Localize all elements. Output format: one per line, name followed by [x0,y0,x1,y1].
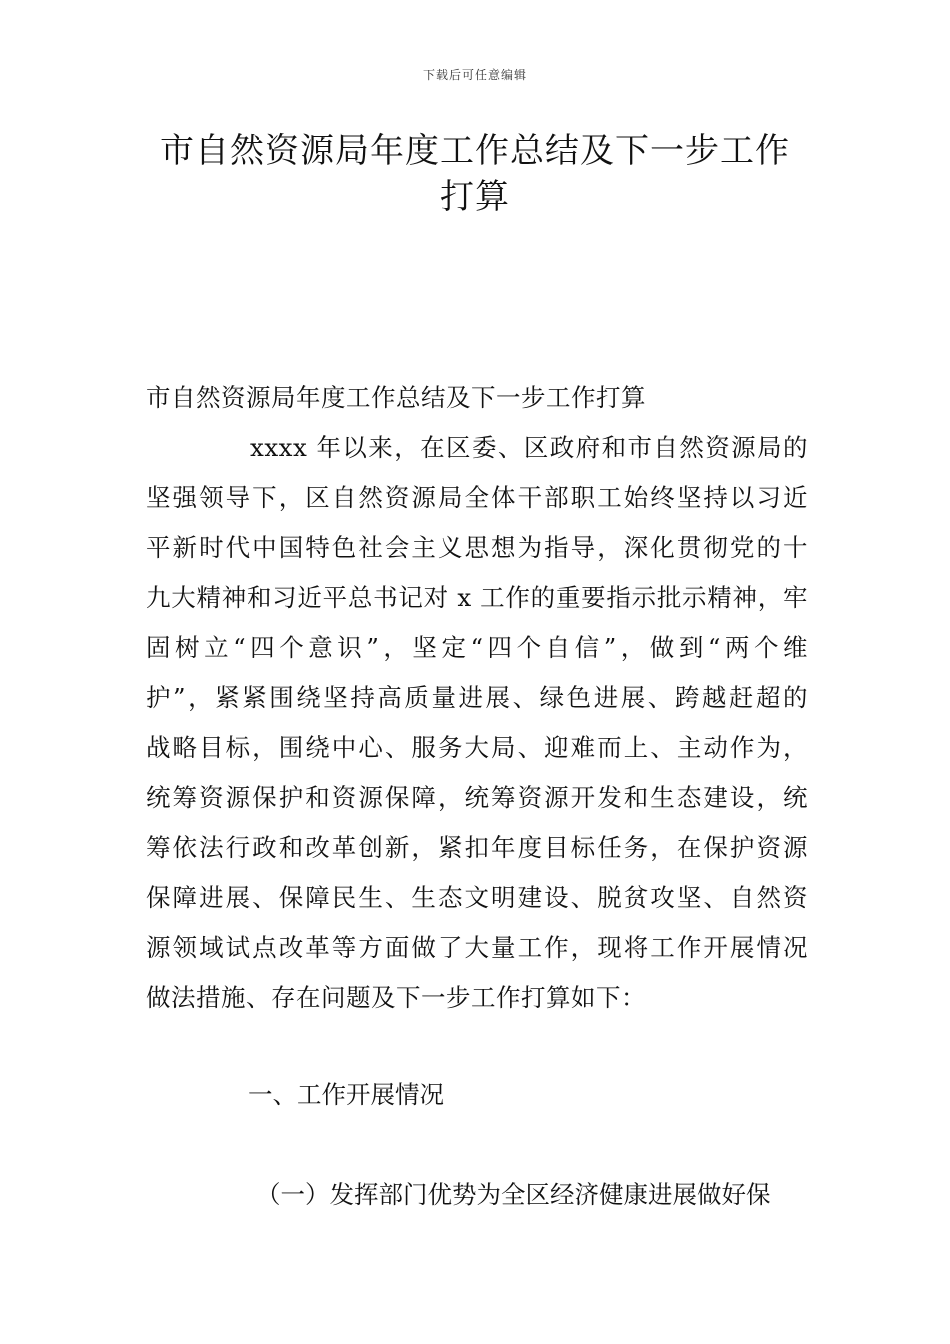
paragraph-line: 源领域试点改革等方面做了大量工作，现将工作开展情况 [146,933,808,962]
sub-section-heading: （一）发挥部门优势为全区经济健康进展做好保 [256,1180,771,1209]
paragraph-line: 保障进展、保障民生、生态文明建设、脱贫攻坚、自然资 [146,883,808,912]
paragraph-line: 坚强领导下，区自然资源局全体干部职工始终坚持以习近 [146,483,808,512]
page-header-note: 下载后可任意编辑 [422,68,527,82]
paragraph-line: xxxx 年以来，在区委、区政府和市自然资源局的 [250,433,808,462]
paragraph-line: 战略目标，围绕中心、服务大局、迎难而上、主动作为， [146,733,808,762]
paragraph-line: 九大精神和习近平总书记对 x 工作的重要指示批示精神，牢 [146,583,808,612]
title-line-2: 打算 [440,177,510,217]
intro-paragraph [146,423,808,1023]
paragraph-line: 护”，紧紧围绕坚持高质量进展、绿色进展、跨越赶超的 [146,683,808,712]
paragraph-line: 统筹资源保护和资源保障，统筹资源开发和生态建设，统 [146,783,808,812]
document-subtitle: 市自然资源局年度工作总结及下一步工作打算 [146,383,646,412]
section-heading: 一、工作开展情况 [248,1080,444,1109]
paragraph-line: 做法措施、存在问题及下一步工作打算如下： [146,983,646,1012]
paragraph-line: 筹依法行政和改革创新，紧扣年度目标任务，在保护资源 [146,833,808,862]
paragraph-line: 固树立“四个意识”，坚定“四个自信”，做到“两个维 [146,633,808,662]
paragraph-line: 平新时代中国特色社会主义思想为指导，深化贯彻党的十 [146,533,808,562]
document-title [120,128,830,220]
title-line-1: 市自然资源局年度工作总结及下一步工作 [160,131,790,171]
